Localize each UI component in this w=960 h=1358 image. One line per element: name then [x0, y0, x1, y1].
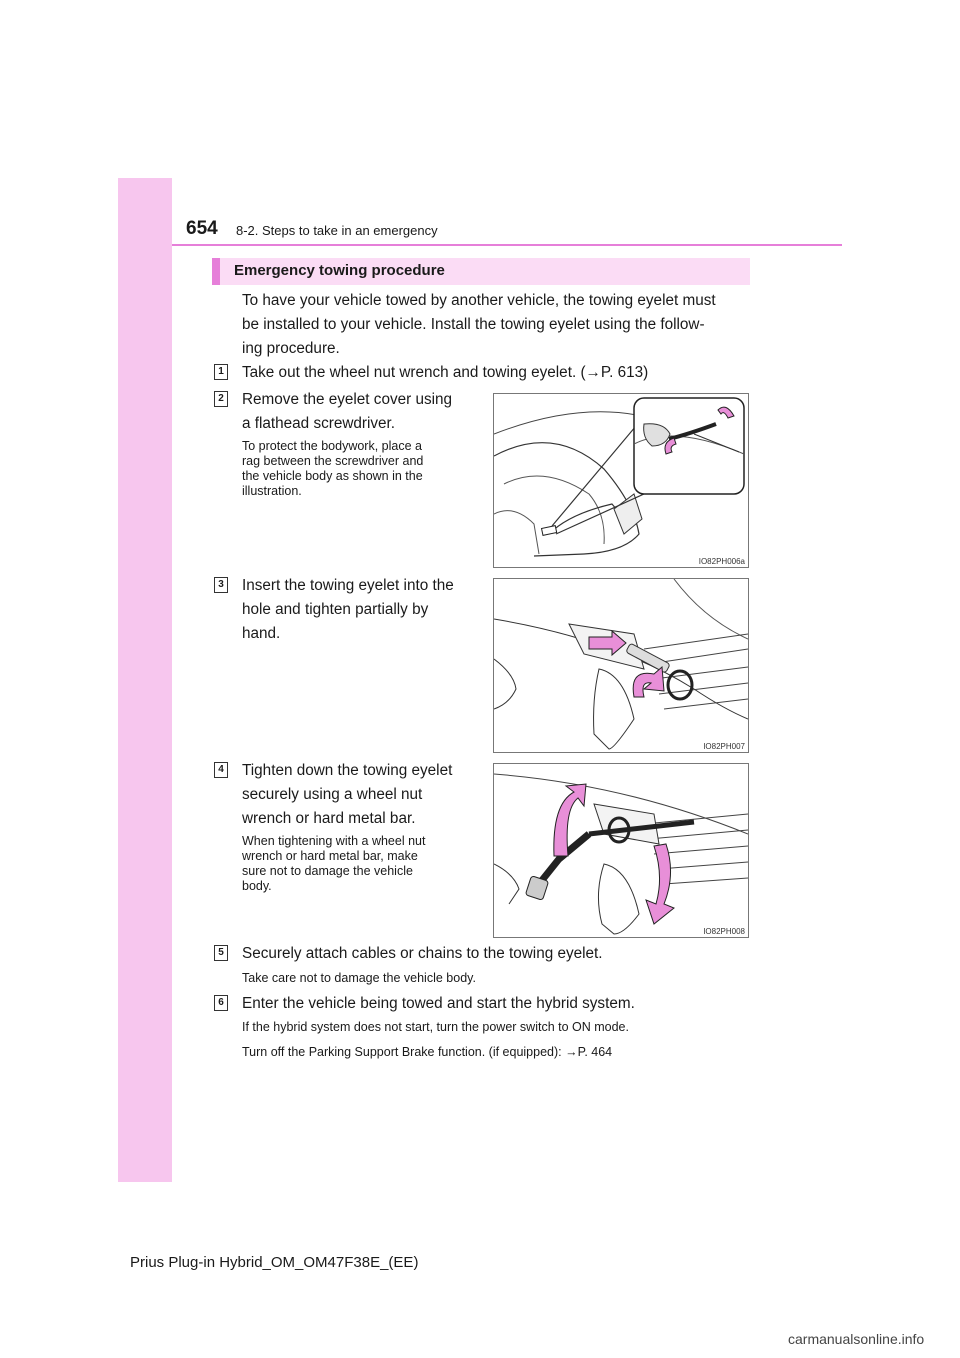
step-text: hand. — [242, 625, 281, 642]
step-number: 5 — [214, 945, 228, 961]
page-number: 654 — [186, 218, 218, 239]
step-text: Tighten down the towing eyelet — [242, 762, 453, 779]
step-number: 6 — [214, 995, 228, 1011]
step-note: rag between the screwdriver and — [242, 454, 424, 468]
step-note: body. — [242, 879, 272, 893]
step-text: Take out the wheel nut wrench and towing eyelet. (→P. 613) — [242, 364, 649, 381]
step-number: 2 — [214, 391, 228, 407]
heading-text: Emergency towing procedure — [234, 262, 445, 279]
intro-line: ing procedure. — [242, 340, 340, 357]
section-title: 8-2. Steps to take in an emergency — [236, 223, 438, 238]
step-note: To protect the bodywork, place a — [242, 439, 422, 453]
figure-code: IO82PH007 — [703, 742, 745, 751]
step-number: 3 — [214, 577, 228, 593]
header-rule — [172, 244, 842, 246]
step-note: If the hybrid system does not start, turn the power switch to ON mode. — [242, 1020, 629, 1034]
step-text: Enter the vehicle being towed and start the hybrid system. — [242, 995, 635, 1012]
figure-remove-eyelet-cover — [493, 393, 749, 568]
step-note: Turn off the Parking Support Brake function. (if equipped): →P. 464 — [242, 1045, 613, 1059]
step-number: 4 — [214, 762, 228, 778]
footer-manual-id: Prius Plug-in Hybrid_OM_OM47F38E_(EE) — [130, 1254, 419, 1271]
step-text: hole and tighten partially by — [242, 601, 429, 618]
step-text: securely using a wheel nut — [242, 786, 423, 803]
illustration-tighten-eyelet — [494, 764, 748, 937]
figure-tighten-eyelet — [493, 763, 749, 938]
step-note: illustration. — [242, 484, 302, 498]
chapter-side-band — [118, 178, 172, 1182]
step-text: Insert the towing eyelet into the — [242, 577, 454, 594]
step-text: Securely attach cables or chains to the towing eyelet. — [242, 945, 603, 962]
step-text: Remove the eyelet cover using — [242, 391, 453, 408]
figure-insert-eyelet — [493, 578, 749, 753]
step-text: a flathead screwdriver. — [242, 415, 396, 432]
intro-line: be installed to your vehicle. Install the towing eyelet using the follow- — [242, 316, 705, 333]
step-note: sure not to damage the vehicle — [242, 864, 413, 878]
illustration-bumper-closeup — [494, 394, 748, 567]
figure-code: IO82PH006a — [698, 557, 745, 566]
step-note: When tightening with a wheel nut — [242, 834, 426, 848]
figure-code: IO82PH008 — [703, 927, 745, 936]
watermark: carmanualsonline.info — [788, 1331, 925, 1347]
illustration-insert-eyelet — [494, 579, 748, 752]
step-note: the vehicle body as shown in the — [242, 469, 423, 483]
step-note: wrench or hard metal bar, make — [242, 849, 418, 863]
section-heading — [212, 258, 750, 285]
step-note: Take care not to damage the vehicle body. — [242, 971, 476, 985]
step-number: 1 — [214, 364, 228, 380]
step-text: wrench or hard metal bar. — [242, 810, 416, 827]
intro-line: To have your vehicle towed by another vehicle, the towing eyelet must — [242, 292, 716, 309]
